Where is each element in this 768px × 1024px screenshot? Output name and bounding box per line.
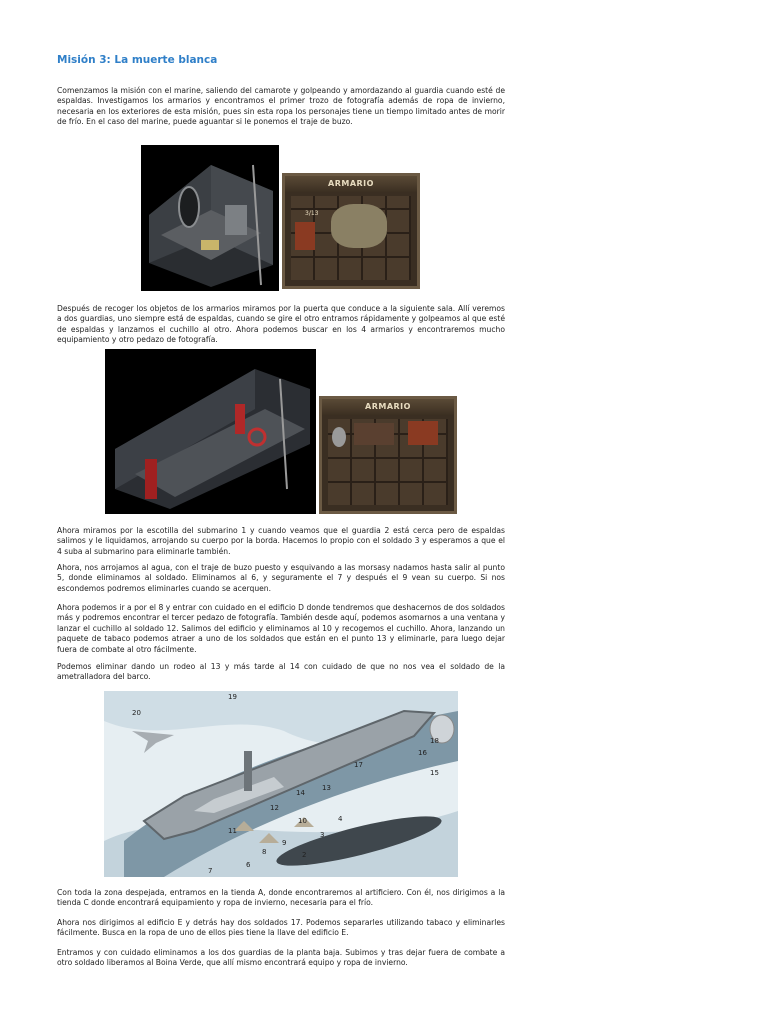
map-label-13: 13 — [322, 784, 331, 792]
map-label-17: 17 — [354, 761, 363, 769]
tool-item — [332, 427, 346, 447]
paragraph-7: Con toda la zona despejada, entramos en la tienda A, donde encontraremos al artificiero. Con él, nos dirigimos a la tienda C donde encontrará equipamiento y ropa de invierno, necesaria para el frío. — [57, 888, 505, 908]
inventory-grid — [291, 196, 411, 280]
map-label-8: 8 — [262, 848, 267, 856]
inventory-title: ARMARIO — [285, 176, 417, 192]
map-label-18: 18 — [430, 737, 439, 745]
paragraph-1: Comenzamos la misión con el marine, saliendo del camarote y golpeando y amordazando al guardia cuando esté de espaldas. Investigamos los armarios y encontramos el primer trozo de fotografía además de ropa de invierno, necesaria en los exteriores de esta misión, pues sin esta ropa los personajes tiene un tiempo limitado antes de morir de frío. En el caso del marine, puede aguantar si le ponemos el traje de buzo. — [57, 86, 505, 127]
page-title: Misión 3: La muerte blanca — [57, 54, 218, 66]
map-label-7: 7 — [208, 867, 213, 875]
cabin-illustration — [141, 145, 279, 291]
map-label-11: 11 — [228, 827, 237, 835]
paragraph-4: Ahora, nos arrojamos al agua, con el traje de buzo puesto y esquivando a las morsasy nadamos hasta salir al punto 5, donde eliminamos al soldado. Eliminamos al 6, y seguramente el 7 y después el 9 vean su cuerpo. Si nos escondemos podremos eliminarles cuando se acerquen. — [57, 563, 505, 593]
corridor-illustration — [105, 349, 316, 514]
mission-map — [104, 691, 458, 877]
map-label-6: 6 — [246, 861, 251, 869]
paragraph-3: Ahora miramos por la escotilla del submarino 1 y cuando veamos que el guardia 2 está cerca pero de espaldas salimos y le liquidamos, arrojando su cuerpo por la borda. Hacemos lo propio con el soldado 3 y esperamos a que el 4 suba al submarino para eliminarle también. — [57, 526, 505, 556]
map-label-15: 15 — [430, 769, 439, 777]
paragraph-9: Entramos y con cuidado eliminamos a los dos guardias de la planta baja. Subimos y tras dejar fuera de combate a otro soldado liberamos al Boina Verde, que allí mismo encontrará equipo y ropa de invierno. — [57, 948, 505, 968]
map-label-19: 19 — [228, 693, 237, 701]
map-illustration — [104, 691, 458, 877]
winter-coat-item — [331, 204, 387, 248]
map-label-9: 9 — [282, 839, 287, 847]
book-item — [295, 222, 315, 250]
map-label-14: 14 — [296, 789, 305, 797]
map-label-3: 3 — [320, 831, 325, 839]
map-label-4: 4 — [338, 815, 343, 823]
cabin-screenshot-1 — [141, 145, 279, 291]
paragraph-5: Ahora podemos ir a por el 8 y entrar con cuidado en el edificio D donde tendremos que deshacernos de dos soldados más y podremos encontrar el tercer pedazo de fotografía. También desde aquí, podemos asomarnos a una ventana y lanzar el cuchillo al soldado 12. Salimos del edificio y eliminamos al 10 y recogemos el cuchillo. Ahora, lanzando un paquete de tabaco podemos atraer a uno de los soldados que están en el punto 13 y eliminarle, para luego dejar fuera de combate al otro fácilmente. — [57, 603, 505, 654]
map-label-10: 10 — [298, 817, 307, 825]
map-label-20: 20 — [132, 709, 141, 717]
paragraph-6: Podemos eliminar dando un rodeo al 13 y más tarde al 14 con cuidado de que no nos vea el soldado de la ametralladora del barco. — [57, 662, 505, 682]
map-label-2: 2 — [302, 851, 307, 859]
case-item — [354, 423, 394, 445]
book-item — [408, 421, 438, 445]
map-label-12: 12 — [270, 804, 279, 812]
inventory-count: 3/13 — [305, 210, 319, 217]
paragraph-2: Después de recoger los objetos de los armarios miramos por la puerta que conduce a la siguiente sala. Allí veremos a dos guardias, uno siempre está de espaldas, cuando se gire el otro entramos rápidamente y golpeamos al que esté de espaldas y lanzamos el cuchillo al otro. Ahora podemos buscar en los 4 armarios y encontraremos mucho equipamiento y otro pedazo de fotografía. — [57, 304, 505, 345]
inventory-panel-1 — [282, 173, 420, 289]
paragraph-8: Ahora nos dirigimos al edificio E y detrás hay dos soldados 17. Podemos separarles utilizando tabaco y eliminarles fácilmente. Busca en la ropa de uno de ellos pies tiene la llave del edificio E. — [57, 918, 505, 938]
inventory-title: ARMARIO — [322, 399, 454, 415]
map-label-16: 16 — [418, 749, 427, 757]
corridor-screenshot — [105, 349, 316, 514]
inventory-panel-2 — [319, 396, 457, 514]
inventory-grid — [328, 419, 448, 505]
